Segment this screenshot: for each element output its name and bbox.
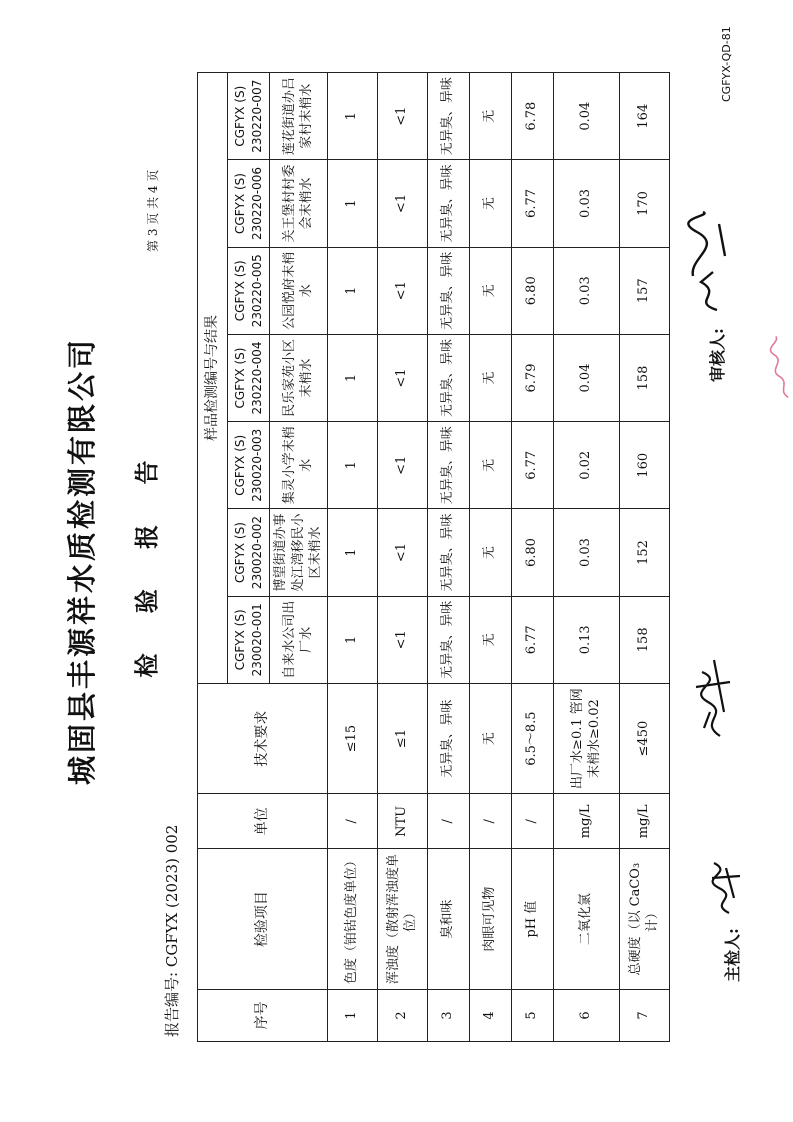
result-cell: 160 — [619, 422, 669, 509]
header-item: 检验项目 — [198, 849, 328, 989]
inspector-signature-area — [720, 928, 743, 982]
result-cell: 6.77 — [511, 422, 553, 509]
header-requirement: 技术要求 — [198, 683, 328, 793]
result-cell: 0.02 — [553, 422, 619, 509]
row-item: 色度（铂钴色度单位） — [327, 849, 377, 989]
table-row — [553, 73, 619, 1042]
row-seq: 6 — [553, 989, 619, 1041]
result-cell: 0.13 — [553, 596, 619, 683]
result-cell: <1 — [377, 509, 427, 596]
header-results-group: 样品检测编号与结果 — [198, 73, 228, 684]
result-cell: <1 — [377, 73, 427, 160]
row-requirement: 6.5～8.5 — [511, 683, 553, 793]
sample-location: 自来水公司出厂水 — [270, 596, 328, 683]
result-cell: <1 — [377, 422, 427, 509]
result-cell: <1 — [377, 334, 427, 421]
table-row — [619, 73, 669, 1042]
sample-location: 莲花街道办吕家村末梢水 — [270, 73, 328, 160]
stamp-mark-icon — [765, 331, 793, 403]
row-requirement: 无 — [469, 683, 511, 793]
sample-code: CGFYX (S) 230220-005 — [228, 247, 270, 334]
reviewer-label: 审核人: — [708, 328, 727, 382]
result-cell: 无异臭、异味 — [427, 160, 469, 247]
sample-code: CGFYX (S) 230020-003 — [228, 422, 270, 509]
row-requirement: ≤450 — [619, 683, 669, 793]
data-rows — [327, 73, 669, 1042]
sample-code: CGFYX (S) 230220-004 — [228, 334, 270, 421]
row-requirement: 无异臭、异味 — [427, 683, 469, 793]
row-seq: 5 — [511, 989, 553, 1041]
page-info: 第 3 页 共 4 页 — [146, 169, 160, 252]
result-cell: 无异臭、异味 — [427, 73, 469, 160]
row-seq: 7 — [619, 989, 669, 1041]
result-cell: 0.04 — [553, 334, 619, 421]
report-number-label: 报告编号: — [163, 971, 181, 1037]
row-item: 肉眼可见物 — [469, 849, 511, 989]
result-cell: 1 — [327, 596, 377, 683]
sample-code: CGFYX (S) 230220-006 — [228, 160, 270, 247]
row-unit: / — [469, 794, 511, 849]
report-number — [161, 825, 182, 1037]
result-cell: 0.03 — [553, 160, 619, 247]
sample-code: CGFYX (S) 230020-002 — [228, 509, 270, 596]
result-cell: 6.79 — [511, 334, 553, 421]
table-row — [511, 73, 553, 1042]
result-cell: 0.03 — [553, 247, 619, 334]
row-seq: 4 — [469, 989, 511, 1041]
result-cell: 6.77 — [511, 160, 553, 247]
row-item: 浑浊度（散射浑浊度单位） — [377, 849, 427, 989]
form-code: CGFYX-QD-81 — [720, 26, 733, 102]
row-unit: / — [427, 794, 469, 849]
report-number-value: CGFYX (2023) 002 — [163, 824, 181, 968]
result-cell: 152 — [619, 509, 669, 596]
result-cell: <1 — [377, 596, 427, 683]
result-cell: 1 — [327, 73, 377, 160]
row-unit: NTU — [377, 794, 427, 849]
result-cell: 无异臭、异味 — [427, 247, 469, 334]
result-cell: 0.04 — [553, 73, 619, 160]
result-cell: 无 — [469, 247, 511, 334]
row-item: pH 值 — [511, 849, 553, 989]
row-seq: 3 — [427, 989, 469, 1041]
table-row — [469, 73, 511, 1042]
table-row — [377, 73, 427, 1042]
result-cell: 无 — [469, 334, 511, 421]
sample-location: 民乐家苑小区末梢水 — [270, 334, 328, 421]
result-cell: 无 — [469, 160, 511, 247]
result-cell: 无异臭、异味 — [427, 509, 469, 596]
row-unit: / — [511, 794, 553, 849]
row-unit: / — [327, 794, 377, 849]
sample-location: 关王堡村村委会末梢水 — [270, 160, 328, 247]
inspector-signature-icon — [704, 848, 744, 918]
result-cell: 无异臭、异味 — [427, 422, 469, 509]
result-cell: 158 — [619, 596, 669, 683]
result-cell: <1 — [377, 160, 427, 247]
result-cell: 164 — [619, 73, 669, 160]
result-cell: 1 — [327, 160, 377, 247]
reviewer-signature-icon — [683, 206, 733, 316]
row-item: 总硬度（以 CaCO₃ 计） — [619, 849, 669, 989]
result-cell: 6.80 — [511, 247, 553, 334]
row-unit: mg/L — [619, 794, 669, 849]
result-cell: 无 — [469, 509, 511, 596]
sample-code: CGFYX (S) 230220-007 — [228, 73, 270, 160]
row-seq: 2 — [377, 989, 427, 1041]
header-row — [198, 73, 228, 1042]
result-cell: 无 — [469, 596, 511, 683]
sample-location: 集灵小学末梢水 — [270, 422, 328, 509]
row-item: 臭和味 — [427, 849, 469, 989]
row-seq: 1 — [327, 989, 377, 1041]
result-cell: 6.77 — [511, 596, 553, 683]
result-cell: 6.80 — [511, 509, 553, 596]
result-cell: 1 — [327, 509, 377, 596]
result-cell: 无 — [469, 73, 511, 160]
result-cell: 无异臭、异味 — [427, 334, 469, 421]
result-cell: 1 — [327, 247, 377, 334]
sample-location: 博望街道办事处江湾移民小区末梢水 — [270, 509, 328, 596]
header-unit: 单位 — [198, 794, 328, 849]
result-cell: 157 — [619, 247, 669, 334]
result-cell: 6.78 — [511, 73, 553, 160]
result-cell: 无异臭、异味 — [427, 596, 469, 683]
results-table — [197, 72, 670, 1042]
table-row — [327, 73, 377, 1042]
inspector-label: 主检人: — [723, 928, 742, 982]
row-requirement: ≤15 — [327, 683, 377, 793]
sample-location: 公园悦府末梢水 — [270, 247, 328, 334]
row-requirement: 出厂水≥0.1 管网末梢水≥0.02 — [553, 683, 619, 793]
result-cell: 1 — [327, 334, 377, 421]
result-cell: 158 — [619, 334, 669, 421]
table-row — [427, 73, 469, 1042]
result-cell: 无 — [469, 422, 511, 509]
row-requirement: ≤1 — [377, 683, 427, 793]
result-cell: 0.03 — [553, 509, 619, 596]
company-name: 城固县丰源祥水质检测有限公司 — [65, 337, 99, 786]
result-cell: 170 — [619, 160, 669, 247]
header-seq: 序号 — [198, 989, 328, 1041]
reviewer-signature-area — [705, 328, 728, 382]
sample-code: CGFYX (S) 230020-001 — [228, 596, 270, 683]
tester-signature-icon — [690, 652, 736, 742]
row-item: 二氧化氯 — [553, 849, 619, 989]
row-unit: mg/L — [553, 794, 619, 849]
document-title: 检 验 报 告 — [132, 444, 161, 678]
result-cell: <1 — [377, 247, 427, 334]
result-cell: 1 — [327, 422, 377, 509]
